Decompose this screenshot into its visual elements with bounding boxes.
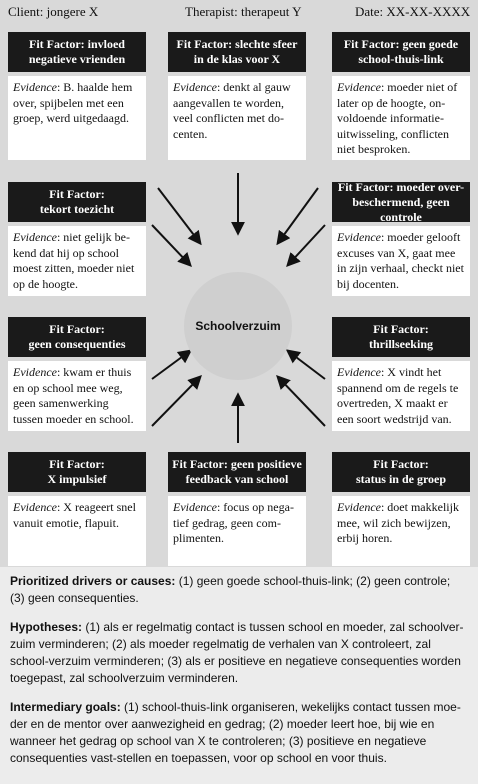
factor-card-status-in-groep — [332, 452, 470, 566]
factor-card-invloed-vrienden — [8, 32, 146, 160]
factor-title: Fit Factor: slechte sfeer in de klas voor X — [168, 32, 306, 72]
date-label: Date: XX-XX-XXXX — [355, 4, 471, 19]
factor-evidence: Evidence: B. haalde hem over, spijbelen met een groep, werd uitgedaagd. — [8, 76, 146, 160]
arrow-right-lower — [288, 351, 325, 379]
factor-evidence: Evidence: X reageert snel vanuit emotie, flapuit. — [8, 496, 146, 566]
factor-evidence: Evidence: X vindt het spannend om de regels te overtreden, X maakt er een soort wedstrijd van. — [332, 361, 470, 431]
factor-card-geen-positieve-feedback — [168, 452, 306, 566]
fit-factor-diagram — [0, 22, 478, 567]
factor-title: Fit Factor: tekort toezicht — [8, 182, 146, 222]
client-label: Client: jongere X — [8, 4, 99, 19]
case-header — [0, 0, 478, 22]
factor-title: Fit Factor: X impulsief — [8, 452, 146, 492]
factor-card-geen-consequenties — [8, 317, 146, 431]
factor-evidence: Evidence: moeder niet of later op de hoogte, on-voldoende informatie-uitwisseling, conflicten niet besproken. — [332, 76, 470, 160]
arrow-right-upper — [288, 225, 325, 265]
arrow-left-lower — [152, 351, 190, 379]
factor-card-slechte-sfeer — [168, 32, 306, 160]
prioritized-drivers: Prioritized drivers or causes: (1) geen goede school-thuis-link; (2) geen controle; (3) geen consequenties. — [10, 574, 451, 605]
arrow-top-right — [278, 188, 318, 243]
factor-evidence: Evidence: doet makkelijk mee, wil zich bewijzen, erbij horen. — [332, 496, 470, 566]
factor-card-school-thuis-link — [332, 32, 470, 160]
factor-title: Fit Factor: invloed negatieve vrienden — [8, 32, 146, 72]
factor-evidence: Evidence: niet gelijk be-kend dat hij op school moest zitten, moeder niet op de hoogte. — [8, 226, 146, 296]
factor-title: Fit Factor: geen goede school-thuis-link — [332, 32, 470, 72]
summary-panel — [0, 567, 478, 784]
factor-card-moeder-overbeschermend — [332, 179, 470, 296]
arrow-left-upper — [152, 225, 190, 265]
hypotheses: Hypotheses: (1) als er regelmatig contact is tussen school en moeder, zal schoolver-zuim verminderen; (2) als moeder regelmatig de verhalen van X controleert, zal school-verzuim verminderen; (3) als er positieve en negatieve consequenties worden toegepast, zal schoolverzuim verminderen. — [10, 620, 464, 685]
factor-card-x-impulsief — [8, 452, 146, 566]
factor-title: Fit Factor: thrillseeking — [332, 317, 470, 357]
arrow-bottom-left — [152, 377, 200, 426]
factor-card-thrillseeking — [332, 317, 470, 431]
schoolverzuim-hub — [184, 272, 292, 380]
intermediary-goals: Intermediary goals: (1) school-thuis-link organiseren, wekelijks contact tussen moe-der en de mentor over aanwezigheid en gedrag; (2) moeder leert hoe, bij wie en wanneer het gedrag op school van X te controleren; (3) positieve en negatieve consequenties vast-stellen en toepassen, voor op school en voor thuis. — [10, 700, 461, 765]
arrow-top-left — [158, 188, 200, 243]
factor-evidence: Evidence: kwam er thuis en op school mee weg, geen samenwerking tussen moeder en school. — [8, 361, 146, 431]
therapist-label: Therapist: therapeut Y — [185, 4, 302, 19]
arrow-bottom-right — [278, 377, 325, 426]
factor-title: Fit Factor: geen consequenties — [8, 317, 146, 357]
factor-evidence: Evidence: moeder gelooft excuses van X, gaat mee in zijn verhaal, checkt niet bij docenten. — [332, 226, 470, 296]
hub-label: Schoolverzuim — [195, 319, 281, 333]
factor-card-tekort-toezicht — [8, 182, 146, 296]
factor-evidence: Evidence: focus op nega-tief gedrag, geen com-plimenten. — [168, 496, 306, 566]
factor-title: Fit Factor: status in de groep — [332, 452, 470, 492]
factor-title: Fit Factor: moeder over- beschermend, geen controle — [332, 182, 470, 222]
factor-title: Fit Factor: geen positieve feedback van school — [168, 452, 306, 492]
factor-evidence: Evidence: denkt al gauw aangevallen te worden, veel conflicten met do-centen. — [168, 76, 306, 160]
